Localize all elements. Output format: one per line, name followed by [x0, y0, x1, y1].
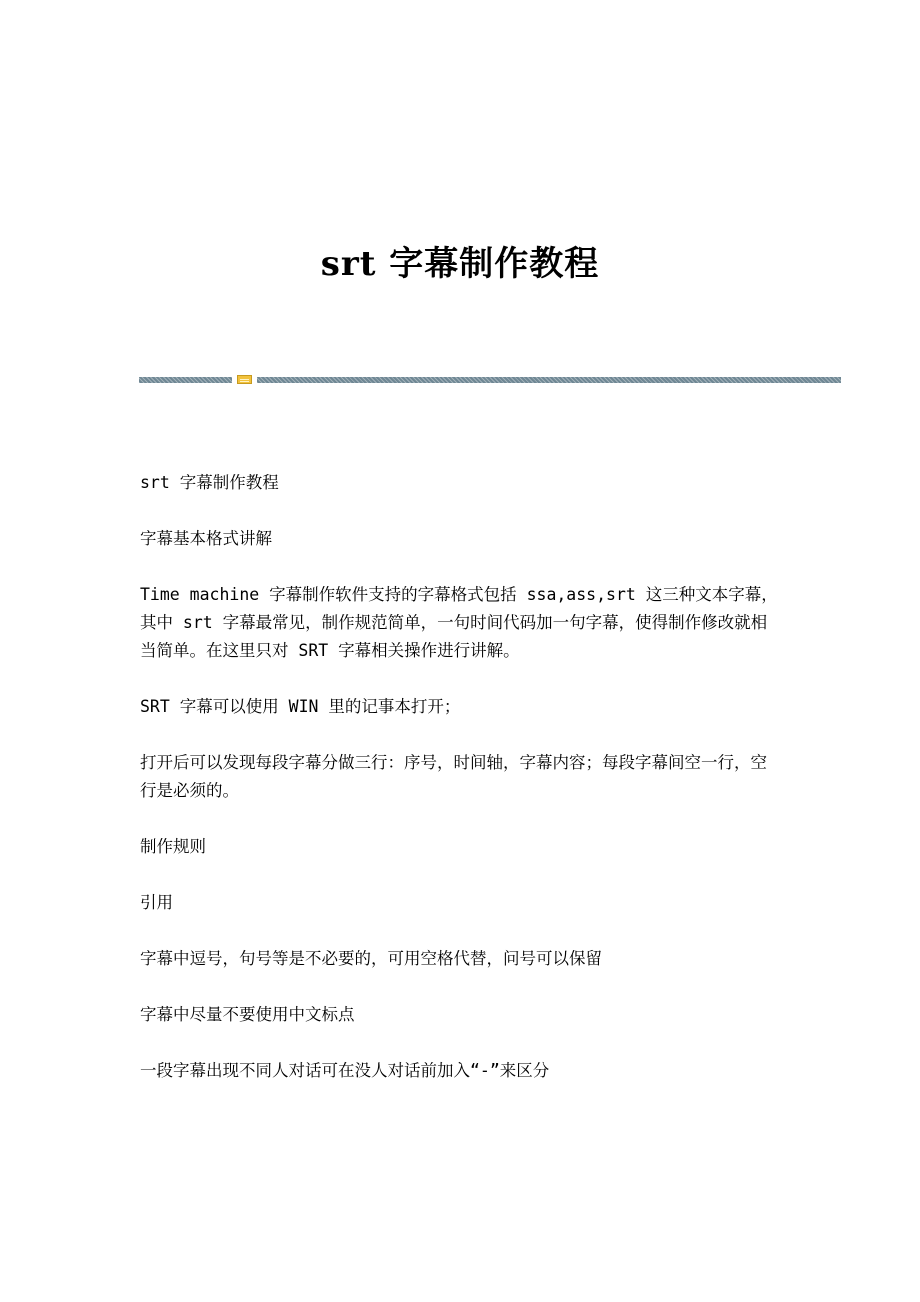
document-title: srt 字幕制作教程 [320, 243, 600, 284]
paragraph: 字幕中逗号，句号等是不必要的，可用空格代替，问号可以保留 [140, 949, 602, 968]
paragraph: 制作规则 [140, 837, 206, 856]
divider-emblem-icon [237, 375, 252, 384]
paragraph: SRT 字幕可以使用 WIN 里的记事本打开； [140, 697, 461, 716]
paragraph: 一段字幕出现不同人对话可在没人对话前加入“-”来区分 [140, 1061, 550, 1080]
document-body [140, 469, 780, 1113]
paragraph: 字幕中尽量不要使用中文标点 [140, 1005, 355, 1024]
paragraph: srt 字幕制作教程 [140, 473, 279, 492]
title-divider [139, 375, 841, 385]
paragraph: 字幕基本格式讲解 [140, 529, 272, 548]
paragraph: Time machine 字幕制作软件支持的字幕格式包括 ssa,ass,srt 这三种文本字幕，其中 srt 字幕最常见，制作规范简单，一句时间代码加一句字幕，使得制作修改就相当简单。在这里只对 SRT 字幕相关操作进行讲解。 [140, 585, 778, 660]
paragraph: 引用 [140, 893, 173, 912]
divider-bar-left [139, 377, 232, 383]
paragraph: 打开后可以发现每段字幕分做三行：序号，时间轴，字幕内容；每段字幕间空一行，空行是必须的。 [140, 753, 767, 800]
divider-bar-right [257, 377, 841, 383]
